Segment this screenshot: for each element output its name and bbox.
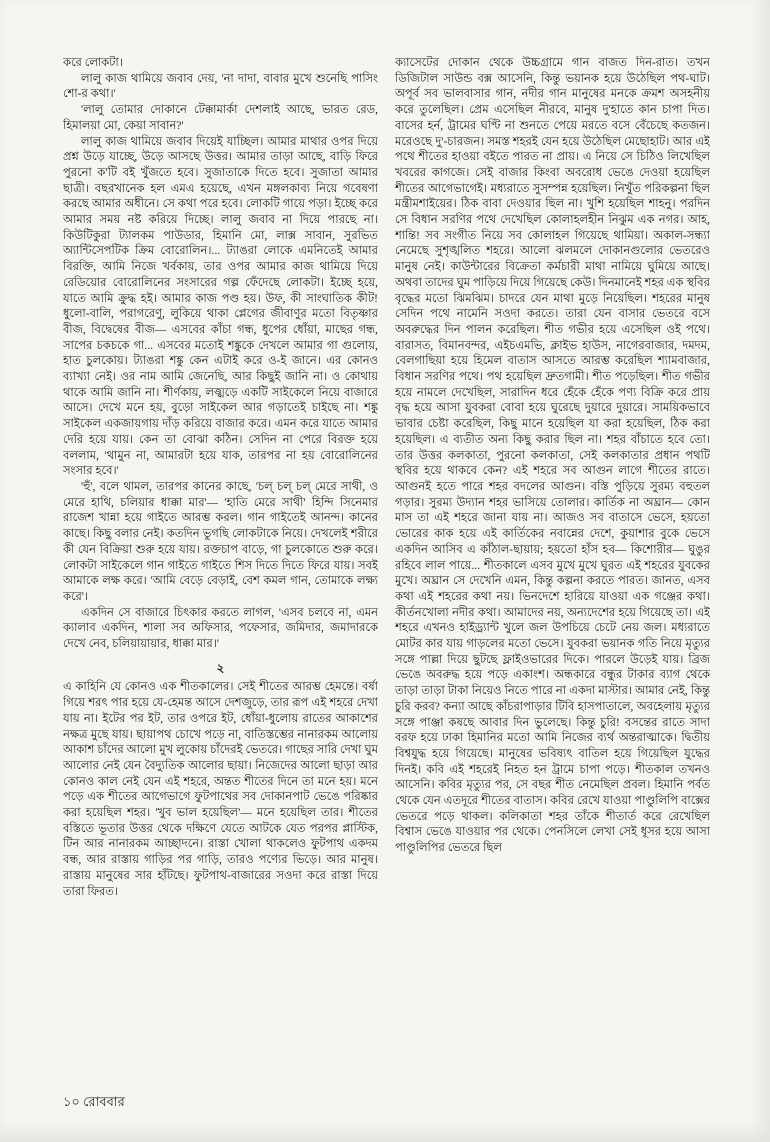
paragraph: লালু কাজ থামিয়ে জবাব দেয়, 'না দাদা, বাবার মুখে শুনেছি পাসিং শো-র কথা।': [63, 72, 378, 101]
left-column: [63, 56, 378, 1080]
paragraph-continuation: ক্যাসেটের দোকান থেকে উচ্চগ্রামে গান বাজত দিন-রাত। তখন ডিজিটাল সাউন্ড বক্স আসেনি, কিন্তু ভয়ানক হয়ে উঠেছিল পথ-ঘাট। অপূর্ব সব ভালবাসার গান, নদীর গান মানুষের মনকে ক্রমশ অসহনীয় করে তুলেছিল। প্রেম এসেছিল নীরবে, মানুষ দু'হাতে কান চাপা দিত। বাসের হর্ন, ট্রামের ঘণ্টি না শুনতে পেয়ে মরতে বসে বেঁচেছে কতজন। মরেওছে দু'-চারজন। সমস্ত শহরই যেন হয়ে উঠেছিল মেছোহাট। আর এই পথে শীতের হাওয়া বইতে পারত না প্রায়। এ নিয়ে সে চিঠিও লিখেছিল খবরের কাগজে। সেই বাজার কিংবা অবরোধ ভেঙে দেওয়া হয়েছিল শীতের আগেভাগেই। মধ্যরাতে সুসম্পন্ন হয়েছিল। নিখুঁত পরিকল্পনা ছিল মন্ত্রীমশাইয়ের। ঠিক বাবা দেওয়ার ছিল না। খুশি হয়েছিল শাহনু। পরদিন সে বিধান সরণির পথে দেখেছিল কোলাহলহীন নিঝুম এক নগর। আহ, শান্তি! সব সংগীত নিয়ে সব কোলাহল গিয়েছে থামিয়া। অকাল-সন্ধ্যা নেমেছে সুশৃঙ্খলিত শহরে। আলো ঝলমলে দোকানগুলোর ভেতরেও মানুষ নেই। কাউন্টারের বিক্রেতা কর্মচারী মাথা নামিয়ে ঘুমিয়ে আছে। অথবা তাদের ঘুম পাড়িয়ে দিয়ে গিয়েছে কেউ। দিনমানেই শহর এক স্থবির বৃদ্ধের মতো ঝিমঝিম। চাদরে যেন মাথা মুড়ে নিয়েছিল। শহরের মানুষ সেদিন পথে নামেনি সওদা করতে। তারা যেন বাসার ভেতরে বসে অবরুদ্ধের দিন পালন করেছিল। শীত গভীর হয়ে এসেছিল ওই পথে। বারাসত, বিমানবন্দর, এইচএমভি, ক্লাইভ হাউস, নাগেরবাজার, দমদম, বেলগাছিয়া হয়ে হিমেল বাতাস আসতে আরম্ভ করেছিল শ্যামবাজার, বিধান সরণির পথে। পথ হয়েছিল দ্রুতগামী। শীত পড়েছিল। শীত গভীর হয়ে নামলে দেখেছিল, সারাদিন ধরে হেঁকে হেঁকে পণ্য বিক্রি করে প্রায় বৃদ্ধ হয়ে আসা যুবকরা বোবা হয়ে ঘুরেছে দুয়ারে দুয়ারে। সাময়িকভাবে ভাবার চেষ্টা করেছিল, কিছু মানে হয়েছিল যা করা হয়েছিল, ঠিক করা হয়েছিল। এ ব্যতীত অন্য কিছু করার ছিল না। শহর বাঁচাতে হবে তো। তার উত্তর কলকাতা, পুরনো কলকাতা, সেই কলকাতার প্রধান পথটি স্থবির হয়ে থাকবে কেন? এই শহরে সব আগুন লাগে শীতের রাতে। আগুনই হতে পারে শহর বদলের আগুন। বস্তি পুড়িয়ে সুরম্য বহুতল গড়ার। সুরম্য উদ্যান শহর ভাসিয়ে তোলার। কার্তিক না অঘ্রান— কোন মাস তা এই শহরে জানা যায় না। আজও সব বাতাসে ভেসে, হয়তো ভোরের কাক হয়ে এই কার্তিকের নবান্নের দেশে, কুয়াশার বুকে ভেসে একদিন আসিব এ কাঁঠাল-ছায়ায়; হয়তো হাঁস হব— কিশোরীর— ঘুঙুর রহিবে লাল পায়ে... শীতকালে এসব মুখে মুখে ঘুরত এই শহরের যুবকের মুখে। অঘ্রান সে দেখেনি এমন, কিন্তু কল্পনা করতে পারত। জানত, এসব কথা এই শহরের কথা নয়। ভিনদেশে হারিয়ে যাওয়া এক গঞ্জের কথা। কীর্তনখোলা নদীর কথা। আমাদের নয়, অন্যদেশের হয়ে গিয়েছে তা। এই শহরে এখনও হাইড্র্যান্ট খুলে জল উপচিয়ে চেটে নেয় জল। মধ্যরাতে মোটর কার যায় গাড়লের মতো ভেসে। যুবকরা ভয়ানক গতি নিয়ে মৃত্যুর সঙ্গে পাল্লা দিয়ে ছুটছে ফ্লাইওভারের দিকে। পারলে উড়েই যায়। ব্রিজ ভেঙে অবরুদ্ধ হয়ে পড়ে একাংশ। অন্ধকারে বন্ধুর টাকার ব্যাগ থেকে তাড়া তাড়া টাকা নিয়েও নিতে পারে না একদা মাস্টার। আমার নেই, কিন্তু চুরি করব? কন্যা আছে কাঁচরাপাড়ার টিবি হাসপাতালে, অবহেলায় মৃত্যুর সঙ্গে পাঞ্জা কষছে আবার দিন ভুলেছে। কিন্তু চুরি! বসন্তের রাতে সাদা বরফ হয়ে ঢাকা হিমানির মতো আমি নিজের ব্যর্থ অন্তরাত্মাকে। দ্বিতীয় বিশ্বযুদ্ধ হয়ে গিয়েছে। মানুষের ভবিষ্যৎ বাতিল হয়ে গিয়েছিল যুদ্ধের দিনই। কবি এই শহরেই নিহত হন ট্রামে চাপা পড়ে। শীতকাল তখনও আসেনি। কবির মৃত্যুর পর, সে বছর শীত নেমেছিল প্রবল। হিমানি পর্বত থেকে যেন এতদূরে শীতের বাতাস। কবির রেখে যাওয়া পাণ্ডুলিপি বাক্সের ভেতরে পড়ে থাকল। কলিকাতা শহর তাঁকে শীতার্ত করে রেখেছিল বিশ্বাস ভেঙে যাওয়ার পর থেকে। পেনসিলে লেখা সেই ধূসর হয়ে আসা পাণ্ডুলিপির ভেতরে ছিল: [395, 57, 710, 855]
paragraph: একদিন সে বাজারে চিৎকার করতে লাগল, 'এসব চলবে না, এমন ক্যালাব একদিন, শালা সব অফিসার, পফেসার, জমিদার, জমাদারকে দেখে নেব, চলিয়ায়ায়ার, ধাক্কা মার।': [63, 606, 378, 651]
paragraph-continuation: করে লোকটা।: [63, 57, 123, 69]
paragraph: 'হুঁ', বলে থামল, তারপর কানের কাছে, 'চল্‌ চল্‌ চল্‌ মেরে সাথী, ও মেরে হাথি, চলিয়ার ধাক্কা মার'— 'হাতি মেরে সাথী' হিন্দি সিনেমার রাজেশ খান্না হয়ে গাইতে আরম্ভ করল। গান গাইতেই আনন্দ। কানের কাছে। কিছু বলার নেই। কতদিন ভুগছি লোকটাকে নিয়ে। দেখলেই শরীরে কী যেন বিক্রিয়া শুরু হয়ে যায়। রক্তচাপ বাড়ে, গা চুলকোতে শুরু করে। লোকটা সাইকেলে গান গাইতে গাইতে শিস দিতে দিতে ফিরে যায়। সবই আমাকে লক্ষ করে। 'আমি বেড়ে বেড়াই, বেশ কমল গান, তোমাকে লক্ষ্য করে'।: [63, 480, 378, 603]
page-footer: ১০ রোববার: [63, 1094, 125, 1109]
paragraph: এ কাহিনি যে কোনও এক শীতকালের। সেই শীতের আরম্ভ হেমন্তে। বর্ষা গিয়ে শরৎ পার হয়ে যে-হেমন্ত আসে দেশজুড়ে, তার রূপ এই শহরে দেখা যায় না। ইটের পর ইট, তার ওপরে ইট, ধোঁয়া-ধুলোয় রাতের আকাশের নক্ষত্র মুছে যায়। ছায়াপথ চোখে পড়ে না, বাতিস্তম্ভের নানারকম আলোয় আকাশ চাঁদের আলো মুখ লুকোয় চাঁদেরই ভেতরে। গাছের সারি দেখা ঘুম আলোর নেই যেন বৈদ্যুতিক আলোর ছায়া। নিজেদের আলো ছাড়া আর কোনও কাল নেই যেন এই শহরে, অন্তত শীতের দিনে তা মনে হয়। মনে পড়ে এক শীতের আগেভাগে ফুটপাথের সব দোকানপাট ভেঙে পরিষ্কার করা হয়েছিল শহর। 'খুব ভাল হয়েছিল'— মনে হয়েছিল তার। শীতের বস্তিতে ভূতার উত্তর থেকে দক্ষিণে যেতে আটকে যেত পরপর প্লাস্টিক, টিন আর নানারকম আচ্ছাদনে। রাস্তা খোলা থাকলেও ফুটপাথ একদম বন্ধ, আর রাস্তায় গাড়ির পর গাড়ি, তারও পণ্যের ভিড়ে। আর মানুষ। রাস্তায় মানুষের সার হাঁটছে। ফুটপাথ-বাজারের সওদা করে রাস্তা দিয়ে তারা ফিরত।: [63, 681, 378, 898]
paragraph: 'লালু তোমার দোকানে টেক্কামার্কা দেশলাই আছে, ভারত রেড, হিমালয়া মো, কেয়া সাবান?': [63, 104, 378, 132]
right-column: [395, 56, 710, 1080]
section-number: ২: [216, 660, 225, 675]
text-columns: [63, 56, 711, 1080]
paragraph: লালু কাজ থামিয়ে জবাব দিয়েই যাচ্ছিল। আমার মাথার ওপর দিয়ে প্রশ্ন উড়ে যাচ্ছে, উড়ে আসছে উত্তর। আমার তাড়া আছে, বাড়ি ফিরে পুরনো ক'টি বই খুঁজতে হবে। সুজাতাকে দিতে হবে। সুজাতা আমার ছাত্রী। বছরখানেক হল এমএ হয়েছে, এখন মঙ্গলকাব্য নিয়ে গবেষণা করছে আমার অধীনে। সে কথা পরে হবে। লোকটি গায়ে পড়া। ইচ্ছে করে আমার সময় নষ্ট করিয়ে দিচ্ছে। লালু জবাব না দিয়ে পারছে না। কিউটিকুরা ট্যালকম পাউডার, হিমানি মো, লাক্স সাবান, সুরভিত অ্যান্টিসেপটিক ক্রিম বোরোলিন।... ট্যাঙরা লোকে এমনিতেই আমার বিরক্তি, আমি নিজে খর্বকায়, তার ওপর আমার কাজ থামিয়ে দিয়ে রেডিয়োর বোরোলিনের সংসারের গল্প ফেঁদেছে লোকটা। ইচ্ছে হয়ে, যাতে আমি ক্রুদ্ধ হই। আমার কাজ পণ্ড হয়। উফ, কী সাংঘাতিক কীট! ধুলো-বালি, পরাগরেণু, লুকিয়ে থাকা প্লেগের জীবাণুর মতো বিতৃষ্ণার বীজ, বিদ্বেষের বীজ— এসবের কাঁচা গন্ধ, ধুপের ধোঁয়া, মাছের গন্ধ, সাপের চকচকে গা... এসবের মতোই শঙ্কুকে দেখলে আমার গা গুলোয়, হাত চুলকোয়। ট্যাঙরা শঙ্কু কেন এটাই করে ও-ই জানে। এর কোনও ব্যাখ্যা নেই। ওর নাম আমি জেনেছি, আর কিছুই জানি না। ও কোথায় থাকে আমি জানি না। শীর্ণকায়, লজ্ঝড়ে একটি সাইকেলে নিয়ে বাজারে আসে। দেখে মনে হয়, বুড়ো সাইকেল আর গড়াতেই চাইছে না। শঙ্কু সাইকেল একজায়গায় দাঁড় করিয়ে বাজার করে। এমন করে যাতে আমার দেরি হয়ে যায়। কেন তা বোঝা কঠিন। সেদিন না পেরে বিরক্ত হয়ে বললাম, 'থামুন না, আমারটা হয়ে যাক, তারপর না হয় বোরোলিনের সংসার হবে।': [63, 135, 378, 478]
